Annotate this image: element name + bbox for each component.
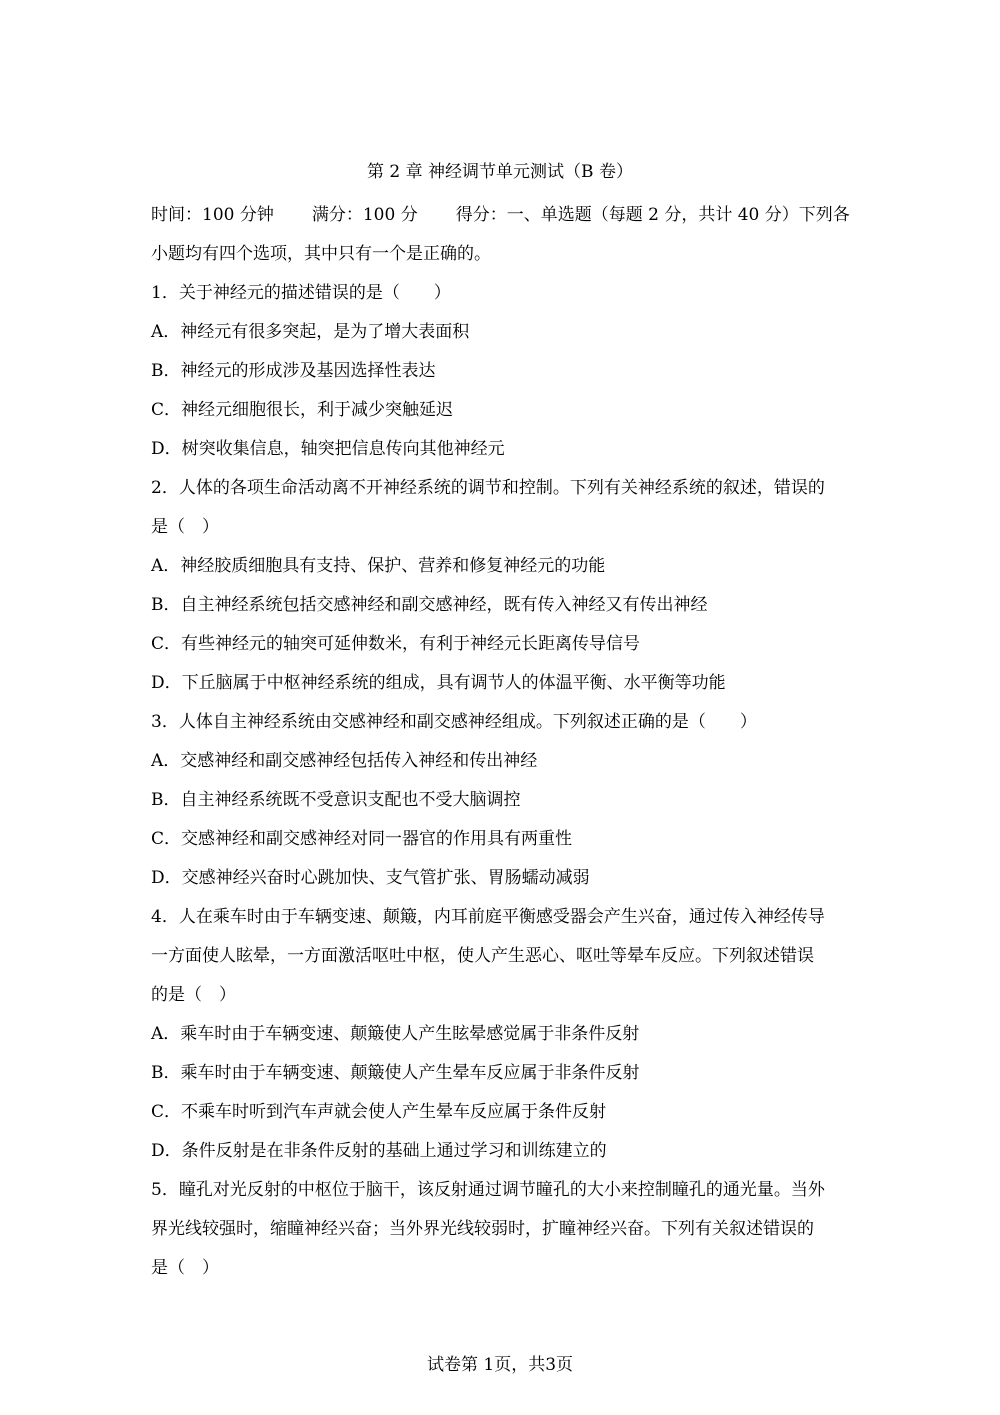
exam-header-line [151, 196, 851, 235]
full-score-label: 满分：100 分 [311, 205, 418, 225]
answer-option: D．下丘脑属于中枢神经系统的组成，具有调节人的体温平衡、水平衡等功能 [151, 673, 726, 693]
answer-option: B．神经元的形成涉及基因选择性表达 [151, 361, 436, 381]
question-stem: 的是（ ） [151, 985, 236, 1005]
answer-option: D．交感神经兴奋时心跳加快、支气管扩张、胃肠蠕动减弱 [151, 868, 590, 888]
section-intro-continued: 小题均有四个选项，其中只有一个是正确的。 [151, 244, 491, 264]
score-label: 得分： [455, 205, 507, 225]
page-footer: 试卷第 1页，共3页 [426, 1355, 574, 1375]
question-stem: 界光线较强时，缩瞳神经兴奋；当外界光线较弱时，扩瞳神经兴奋。下列有关叙述错误的 [151, 1219, 814, 1239]
answer-option: A．神经胶质细胞具有支持、保护、营养和修复神经元的功能 [151, 556, 606, 576]
question-stem: 5．瞳孔对光反射的中枢位于脑干，该反射通过调节瞳孔的大小来控制瞳孔的通光量。当外 [151, 1180, 825, 1200]
answer-option: C．有些神经元的轴突可延伸数米，有利于神经元长距离传导信号 [151, 634, 641, 654]
page-title: 第 2 章 神经调节单元测试（B 卷） [367, 162, 633, 182]
answer-option: C．交感神经和副交感神经对同一器官的作用具有两重性 [151, 829, 573, 849]
answer-option: A．交感神经和副交感神经包括传入神经和传出神经 [151, 751, 538, 771]
answer-option: A．神经元有很多突起，是为了增大表面积 [151, 322, 470, 342]
question-list [151, 274, 851, 1288]
question-stem: 4．人在乘车时由于车辆变速、颠簸，内耳前庭平衡感受器会产生兴奋，通过传入神经传导 [151, 907, 825, 927]
answer-option: D．树突收集信息，轴突把信息传向其他神经元 [151, 439, 505, 459]
answer-option: D．条件反射是在非条件反射的基础上通过学习和训练建立的 [151, 1141, 607, 1161]
section-intro: 一、单选题（每题 2 分，共计 40 分）下列各 [506, 205, 850, 225]
exam-content [151, 196, 851, 1288]
question-stem: 是（ ） [151, 517, 219, 537]
answer-option: B．乘车时由于车辆变速、颠簸使人产生晕车反应属于非条件反射 [151, 1063, 640, 1083]
answer-option: A．乘车时由于车辆变速、颠簸使人产生眩晕感觉属于非条件反射 [151, 1024, 640, 1044]
question-stem: 2．人体的各项生命活动离不开神经系统的调节和控制。下列有关神经系统的叙述，错误的 [151, 478, 825, 498]
question-stem: 3．人体自主神经系统由交感神经和副交感神经组成。下列叙述正确的是（ ） [151, 712, 757, 732]
answer-option: B．自主神经系统包括交感神经和副交感神经，既有传入神经又有传出神经 [151, 595, 708, 615]
answer-option: C．神经元细胞很长，利于减少突触延迟 [151, 400, 454, 420]
time-label: 时间：100 分钟 [151, 205, 274, 225]
answer-option: B．自主神经系统既不受意识支配也不受大脑调控 [151, 790, 521, 810]
question-stem: 是（ ） [151, 1258, 219, 1278]
answer-option: C．不乘车时听到汽车声就会使人产生晕车反应属于条件反射 [151, 1102, 607, 1122]
question-stem: 一方面使人眩晕，一方面激活呕吐中枢，使人产生恶心、呕吐等晕车反应。下列叙述错误 [151, 946, 814, 966]
question-stem: 1．关于神经元的描述错误的是（ ） [151, 283, 451, 303]
